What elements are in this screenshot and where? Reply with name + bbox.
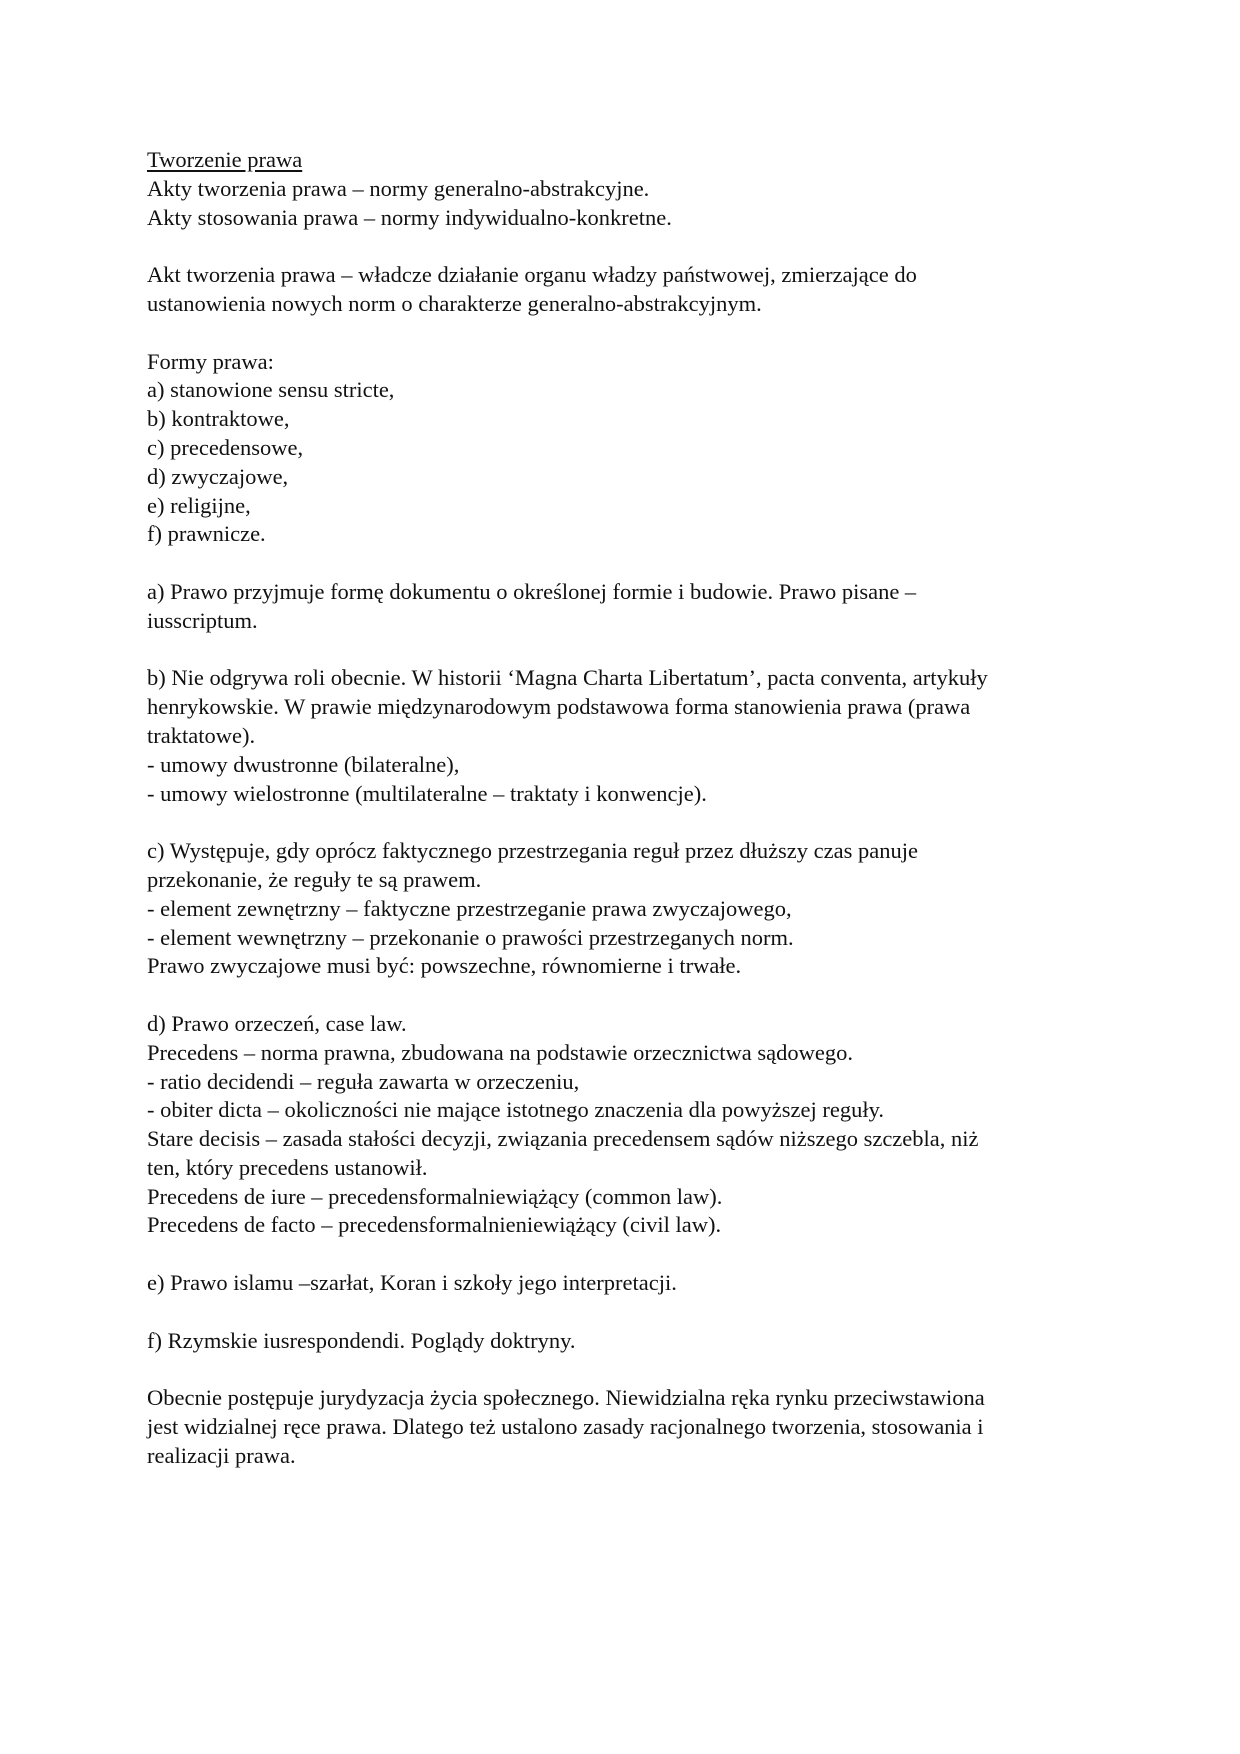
text-line: - umowy wielostronne (multilateralne – traktaty i konwencje). [147, 780, 707, 806]
text-line: - ratio decidendi – reguła zawarta w orzeczeniu, [147, 1068, 580, 1094]
text-line: Obecnie postępuje jurydyzacja życia społecznego. Niewidzialna ręka rynku przeciwstawiona [147, 1385, 985, 1411]
section-c-paragraph [147, 837, 1127, 981]
text-line: - umowy dwustronne (bilateralne), [147, 751, 460, 777]
section-a-paragraph [147, 578, 1127, 636]
paragraph-gap [147, 636, 1127, 665]
text-line: Stare decisis – zasada stałości decyzji, związania precedensem sądów niższego szczebla, niż [147, 1126, 979, 1152]
text-line: f) Rzymskie iusrespondendi. Poglądy doktryny. [147, 1327, 576, 1353]
text-line: d) Prawo orzeczeń, case law. [147, 1010, 407, 1036]
paragraph-gap [147, 232, 1127, 261]
text-line: ustanowienia nowych norm o charakterze generalno-abstrakcyjnym. [147, 290, 762, 316]
forms-list [147, 348, 1127, 550]
page-title: Tworzenie prawa [147, 147, 303, 172]
text-line: henrykowskie. W prawie międzynarodowym podstawowa forma stanowienia prawa (prawa [147, 694, 971, 720]
definition-paragraph [147, 261, 1127, 319]
text-line: Akty tworzenia prawa – normy generalno-abstrakcyjne. [147, 175, 650, 201]
text-line: e) Prawo islamu –szarłat, Koran i szkoły jego interpretacji. [147, 1270, 677, 1296]
list-heading: Formy prawa: [147, 348, 274, 374]
paragraph-gap [147, 319, 1127, 348]
section-d-paragraph [147, 1010, 1127, 1240]
list-item: e) religijne, [147, 492, 251, 518]
text-line: ten, który precedens ustanowił. [147, 1154, 428, 1180]
section-f-paragraph [147, 1327, 1127, 1356]
text-line: Prawo zwyczajowe musi być: powszechne, równomierne i trwałe. [147, 953, 742, 979]
text-line: realizacji prawa. [147, 1442, 296, 1468]
section-b-paragraph [147, 664, 1127, 808]
text-line: - element wewnętrzny – przekonanie o prawości przestrzeganych norm. [147, 924, 794, 950]
text-line: c) Występuje, gdy oprócz faktycznego przestrzegania reguł przez dłuższy czas panuje [147, 838, 918, 864]
section-e-paragraph [147, 1269, 1127, 1298]
list-item: a) stanowione sensu stricte, [147, 377, 395, 403]
list-item: b) kontraktowe, [147, 406, 290, 432]
paragraph-gap [147, 981, 1127, 1010]
paragraph-gap [147, 549, 1127, 578]
text-line: jest widzialnej ręce prawa. Dlatego też ustalono zasady racjonalnego tworzenia, stosowania i [147, 1414, 984, 1440]
text-line: Precedens de facto – precedensformalnieniewiążący (civil law). [147, 1212, 722, 1238]
intro-paragraph [147, 175, 1127, 233]
text-line: traktatowe). [147, 722, 256, 748]
paragraph-gap [147, 1355, 1127, 1384]
text-line: Akt tworzenia prawa – władcze działanie organu władzy państwowej, zmierzające do [147, 262, 917, 288]
conclusion-paragraph [147, 1384, 1127, 1470]
text-line: iusscriptum. [147, 607, 258, 633]
paragraph-gap [147, 1240, 1127, 1269]
text-line: - obiter dicta – okoliczności nie mające istotnego znaczenia dla powyższej reguły. [147, 1097, 884, 1123]
text-line: b) Nie odgrywa roli obecnie. W historii ‘Magna Charta Libertatum’, pacta conventa, artykuły [147, 665, 988, 691]
list-item: c) precedensowe, [147, 434, 304, 460]
text-line: przekonanie, że reguły te są prawem. [147, 866, 482, 892]
text-line: - element zewnętrzny – faktyczne przestrzeganie prawa zwyczajowego, [147, 895, 792, 921]
text-line: Precedens de iure – precedensformalniewiążący (common law). [147, 1183, 723, 1209]
list-item: f) prawnicze. [147, 521, 266, 547]
list-item: d) zwyczajowe, [147, 463, 289, 489]
text-line: Akty stosowania prawa – normy indywidualno-konkretne. [147, 204, 672, 230]
text-line: Precedens – norma prawna, zbudowana na podstawie orzecznictwa sądowego. [147, 1039, 853, 1065]
paragraph-gap [147, 1298, 1127, 1327]
document-page [147, 146, 1127, 1471]
text-line: a) Prawo przyjmuje formę dokumentu o określonej formie i budowie. Prawo pisane – [147, 578, 917, 604]
paragraph-gap [147, 808, 1127, 837]
